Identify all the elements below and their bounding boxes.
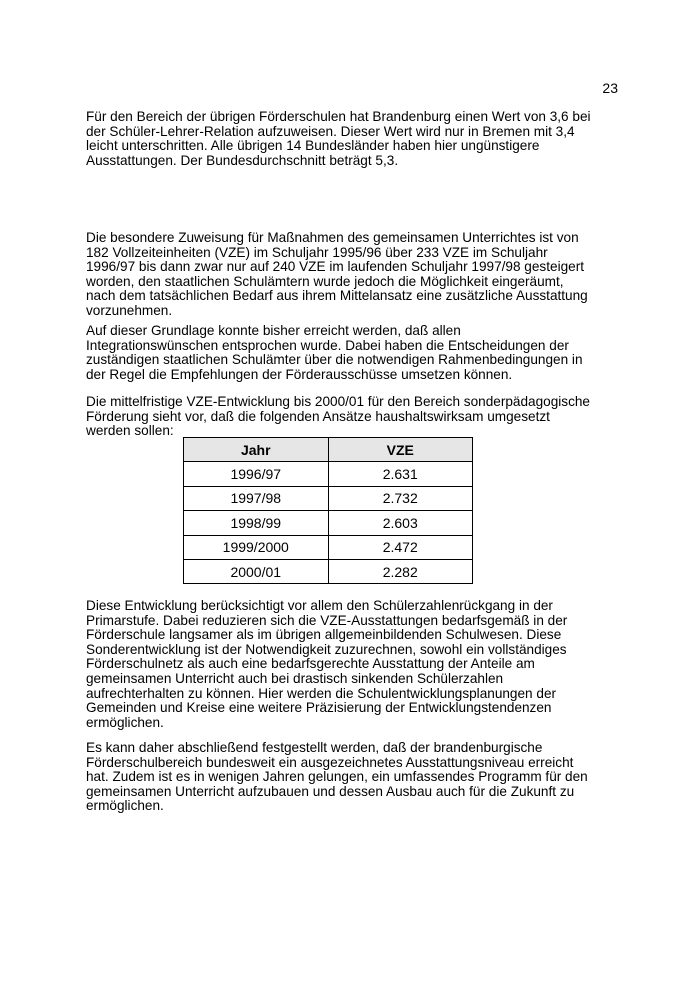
text-line: ermöglichen. — [86, 714, 164, 730]
cell-jahr: 1999/2000 — [184, 535, 329, 559]
table-row — [184, 559, 473, 583]
text-line: Förderschule langsamer als im übrigen allgemeinbildenden Schulwesen. Diese — [86, 627, 562, 643]
table-header-row — [184, 438, 473, 462]
text-line: Sonderentwicklung ist der Notwendigkeit zuzurechnen, sowohl ein vollständiges — [86, 641, 567, 657]
text-line: worden, den staatlichen Schulämtern wurde jedoch die Möglichkeit eingeräumt, — [86, 273, 564, 289]
table-row — [184, 535, 473, 559]
column-header-vze: VZE — [328, 438, 473, 462]
text-line: werden sollen: — [86, 423, 174, 439]
cell-vze: 2.472 — [328, 535, 473, 559]
text-line: der Regel die Empfehlungen der Förderausschüsse umsetzen können. — [86, 366, 513, 382]
text-line: Förderung sieht vor, daß die folgenden Ansätze haushaltswirksam umgesetzt — [86, 408, 550, 424]
text-line: 182 Vollzeiteinheiten (VZE) im Schuljahr 1995/96 über 233 VZE im Schuljahr — [86, 244, 548, 260]
cell-vze: 2.282 — [328, 559, 473, 583]
cell-jahr: 1996/97 — [184, 462, 329, 486]
text-line: leicht unterschritten. Alle übrigen 14 Bundesländer haben hier ungünstigere — [86, 138, 540, 154]
text-line: Die besondere Zuweisung für Maßnahmen des gemeinsamen Unterrichtes ist von — [86, 230, 579, 245]
text-line: Diese Entwicklung berücksichtigt vor allem den Schülerzahlenrückgang in der — [86, 598, 553, 613]
text-line: Die mittelfristige VZE-Entwicklung bis 2000/01 für den Bereich sonderpädagogische — [86, 394, 590, 409]
table-row — [184, 462, 473, 486]
cell-jahr: 1997/98 — [184, 486, 329, 510]
text-line: Förderschulbereich bundesweit ein ausgezeichnetes Ausstattungsniveau erreicht — [86, 754, 574, 770]
text-line: 1996/97 bis dann zwar nur auf 240 VZE im laufenden Schuljahr 1997/98 gesteigert — [86, 259, 585, 275]
table-row — [184, 486, 473, 510]
page-number: 23 — [602, 80, 618, 96]
paragraph-schuelerzahlenrueckgang — [86, 599, 626, 730]
text-line: Gemeinden und Kreise eine weitere Präzisierung der Entwicklungstendenzen — [86, 700, 552, 716]
column-header-jahr: Jahr — [184, 438, 329, 462]
paragraph-fazit — [86, 741, 626, 814]
text-line: Integrationswünschen entsprochen wurde. Dabei haben die Entscheidungen der — [86, 337, 569, 353]
cell-jahr: 1998/99 — [184, 511, 329, 535]
cell-vze: 2.732 — [328, 486, 473, 510]
text-line: ermöglichen. — [86, 798, 164, 814]
cell-jahr: 2000/01 — [184, 559, 329, 583]
text-line: Auf dieser Grundlage konnte bisher erreicht werden, daß allen — [86, 323, 461, 338]
table-row — [184, 511, 473, 535]
text-line: Förderschulnetz als auch eine bedarfsgerechte Ausstattung der Anteile am — [86, 656, 535, 672]
text-line: der Schüler-Lehrer-Relation aufzuweisen. Dieser Wert wird nur in Bremen mit 3,4 — [86, 123, 575, 139]
text-line: Es kann daher abschließend festgestellt werden, daß der brandenburgische — [86, 740, 543, 755]
vze-table — [183, 437, 473, 584]
text-line: vorzunehmen. — [86, 302, 173, 318]
paragraph-gemeinsamer-unterricht — [86, 231, 626, 319]
paragraph-vze-entwicklung — [86, 395, 626, 439]
cell-vze: 2.631 — [328, 462, 473, 486]
text-line: nach dem tatsächlichen Bedarf aus ihrem Mittelansatz eine zusätzliche Ausstattung — [86, 288, 588, 304]
text-line: aufrechterhalten zu können. Hier werden die Schulentwicklungsplanungen der — [86, 685, 557, 701]
text-line: Für den Bereich der übrigen Förderschulen hat Brandenburg einen Wert von 3,6 bei — [86, 109, 591, 124]
paragraph-integrationswuensche — [86, 324, 626, 382]
text-line: zuständigen staatlichen Schulämter über die notwendigen Rahmenbedingungen in — [86, 352, 583, 368]
paragraph-schueler-lehrer-relation — [86, 110, 626, 168]
text-line: gemeinsamen Unterricht auch bei drastisch sinkenden Schülerzahlen — [86, 670, 504, 686]
text-line: Primarstufe. Dabei reduzieren sich die VZE-Ausstattungen bedarfsgemäß in der — [86, 612, 568, 628]
text-line: Ausstattungen. Der Bundesdurchschnitt beträgt 5,3. — [86, 152, 399, 168]
text-line: hat. Zudem ist es in wenigen Jahren gelungen, ein umfassendes Programm für den — [86, 769, 588, 785]
text-line: gemeinsamen Unterricht aufzubauen und dessen Ausbau auch für die Zukunft zu — [86, 783, 575, 799]
cell-vze: 2.603 — [328, 511, 473, 535]
